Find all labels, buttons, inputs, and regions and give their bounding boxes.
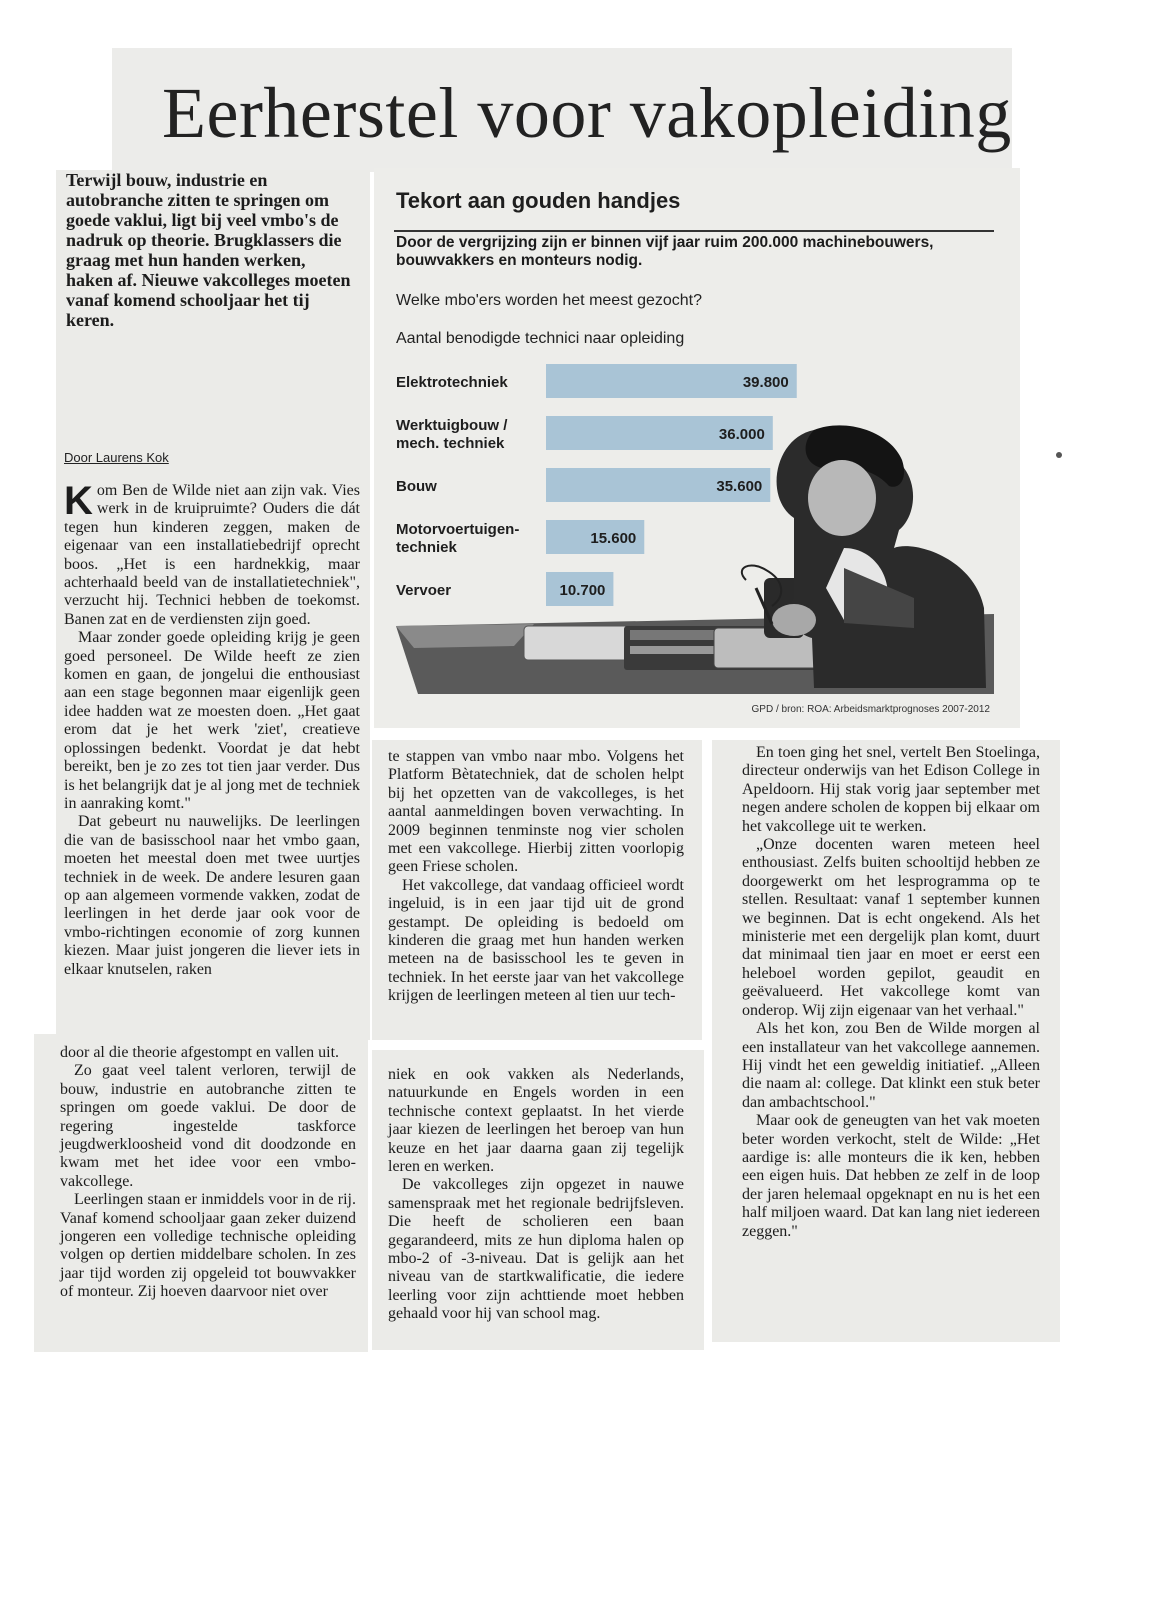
- paragraph: te stappen van vmbo naar mbo. Volgens het Platform Bètatechniek, dat de scholen helpt bij het opzetten van de vakcolleges, is het aantal aanmeldingen boven verwachting. In 2009 beginnen tenminste nog vier scholen met een vakcollege. Hierbij zitten voorlopig geen Friese scholen.: [388, 748, 684, 876]
- category-label: Werktuigbouw /: [396, 417, 508, 434]
- category-label: Vervoer: [396, 582, 452, 599]
- paragraph: Het vakcollege, dat vandaag officieel wordt ingeluid, is in een jaar tijd uit de grond gestampt. De opleiding is bedoeld om kinderen die graag met hun handen werken meteen na de basisschool les te geven in techniek. In het eerste jaar van het vakcollege krijgen de leerlingen meteen al tien uur tech-: [388, 876, 684, 1005]
- paper-speck: [1056, 452, 1062, 458]
- article-column-1b: [60, 1044, 356, 1302]
- headline-strip: [112, 48, 1012, 172]
- drop-cap: K: [64, 479, 93, 523]
- source-credit: GPD / bron: ROA: Arbeidsmarktprognoses 2007-2012: [751, 704, 990, 715]
- paragraph: Zo gaat veel talent verloren, terwijl de bouw, industrie en autobranche zitten te springen om goede vaklui. De door de regering ingestelde taskforce jeugdwerkloosheid vond dit doodzonde en kwam met het idee voor een vmbo-vakcollege.: [60, 1062, 356, 1190]
- bar-value-label: 39.800: [742, 374, 789, 391]
- article-column-2a: [388, 748, 684, 1006]
- paragraph: De vakcolleges zijn opgezet in nauwe samenspraak met het regionale bedrijfsleven. Die heeft de scholieren een baan gegarandeerd, mits ze hun diploma halen op mbo-2 of -3-niveau. Dat is gelijk aan het niveau van de startkwalificatie, die iedere leerling voor zijn achttiende moet hebben gehaald voor hij van school mag.: [388, 1176, 684, 1323]
- paragraph: [64, 479, 360, 629]
- category-label: Motorvoertuigen-: [396, 521, 520, 538]
- byline: Door Laurens Kok: [64, 450, 169, 465]
- bar-value-label: 15.600: [590, 530, 637, 547]
- lede: Terwijl bouw, industrie en autobranche zitten te springen om goede vaklui, ligt bij veel vmbo's de nadruk op theorie. Brugklassers die graag met hun handen werken, haken af. Nieuwe vakcolleges moeten vanaf komend schooljaar het tij keren.: [66, 170, 351, 330]
- infographic: [374, 168, 1020, 728]
- bar-value-label: 10.700: [559, 582, 606, 599]
- paragraph: niek en ook vakken als Nederlands, natuurkunde en Engels worden in een technische context geplaatst. In het vierde jaar kiezen de leerlingen het beroep van hun keuze en het jaar daarna gaan zij tegelijk leren en werken.: [388, 1066, 684, 1176]
- paragraph: door al die theorie afgestompt en vallen uit.: [60, 1044, 340, 1061]
- paragraph: Dat gebeurt nu nauwelijks. De leerlingen die van de basisschool naar het vmbo gaan, moeten het meestal doen met twee uurtjes techniek in de week. De andere lesuren gaan op aan algemeen vormende vakken, zodat de leerlingen in het derde jaar ook voor de vmbo-richtingen economie of zorg kunnen kiezen. Maar juist jongeren die liever iets in elkaar knutselen, raken: [64, 813, 360, 978]
- category-label: mech. techniek: [396, 435, 505, 452]
- chart-subtitle: Aantal benodigde technici naar opleiding: [396, 330, 685, 347]
- graphic-question: Welke mbo'ers worden het meest gezocht?: [396, 292, 703, 309]
- paragraph: Maar ook de geneugten van het vak moeten beter worden verkocht, stelt de Wilde: „Het aardige is: alle monteurs die ik ken, hebben een eigen huis. Dat hebben ze zelf in de loop der jaren helemaal opgeknapt en nu is het een half miljoen waard. Dat kan lang niet iedereen zeggen.": [742, 1112, 1040, 1240]
- bar-value-label: 35.600: [716, 478, 763, 495]
- paragraph-text: om Ben de Wilde niet aan zijn vak. Vies werk in de kruipruimte? Ouders die dát tegen hun kinderen zeggen, maken de eigenaar van een installatiebedrijf oprecht boos. „Het is een hardnekkig, maar achterhaald beeld van de installatietechniek", verzucht hij. Technici hebben de toekomst. Banen zat en de verdiensten zijn goed.: [64, 482, 360, 628]
- category-label: Bouw: [396, 478, 437, 495]
- article-clip-2b: [372, 1050, 704, 1350]
- category-label: Elektrotechniek: [396, 374, 508, 391]
- graphic-title: Tekort aan gouden handjes: [396, 188, 681, 213]
- article-column-1a: [64, 479, 360, 979]
- article-column-3: [742, 744, 1040, 1241]
- paragraph: „Onze docenten waren meteen heel enthousiast. Zelfs buiten schooltijd hebben ze doorgewerkt om het lesprogramma op te stellen. Resultaat: vanaf 1 september kunnen we beginnen. Dat is echt ongekend. Als het ministerie met een dergelijk plan komt, duurt dat minimaal tien jaar en moet er eerst een heleboel worden gepilot, geaudit en geëvalueerd. Het vakcollege komt van onderop. Wij zijn eigenaar van het verhaal.": [742, 836, 1040, 1019]
- article-column-2b: [388, 1066, 684, 1324]
- headline: Eerherstel voor vakopleiding: [162, 73, 1012, 153]
- lede-column: [56, 170, 370, 1040]
- article-clip-3: [712, 740, 1060, 1342]
- article-clip-1b: [34, 1034, 368, 1352]
- bar-chart: [374, 168, 1020, 628]
- category-label: techniek: [396, 539, 457, 556]
- paragraph: Leerlingen staan er inmiddels voor in de rij. Vanaf komend schooljaar gaan zeker duizend jongeren een volledige technische opleiding volgen op dertien middelbare scholen. In zes jaar tijd worden zij opgeleid tot bouwvakker of monteur. Zij hoeven daarvoor niet over: [60, 1191, 356, 1301]
- bar-value-label: 36.000: [718, 426, 765, 443]
- graphic-intro: Door de vergrijzing zijn er binnen vijf jaar ruim 200.000 machinebouwers, bouwvakkers en monteurs nodig.: [396, 234, 934, 269]
- article-clip-2a: [372, 740, 702, 1040]
- paragraph: Maar zonder goede opleiding krijg je geen goed personeel. De Wilde heeft ze zien komen en gaan, de jongelui die enthousiast aan een stage begonnen maar eigenlijk geen idee hadden wat ze moesten doen. „Het gaat erom dat je het werk 'ziet', creatieve oplossingen bedenkt. Voordat je dat hebt bereikt, ben je zo zes tot tien jaar verder. Dus is het belangrijk dat je al jong met de techniek in aanraking komt.": [64, 629, 360, 812]
- paragraph: Als het kon, zou Ben de Wilde morgen al een installateur van het vakcollege aannemen. Hij vindt het een geweldig initiatief. „Alleen die naam al: college. Dat klinkt een stuk beter dan ambachtschool.": [742, 1020, 1040, 1111]
- paragraph: En toen ging het snel, vertelt Ben Stoelinga, directeur onderwijs van het Edison College in Apeldoorn. Hij stak vorig jaar september met negen andere scholen de koppen bij elkaar om het vakcollege uit te werken.: [742, 744, 1040, 835]
